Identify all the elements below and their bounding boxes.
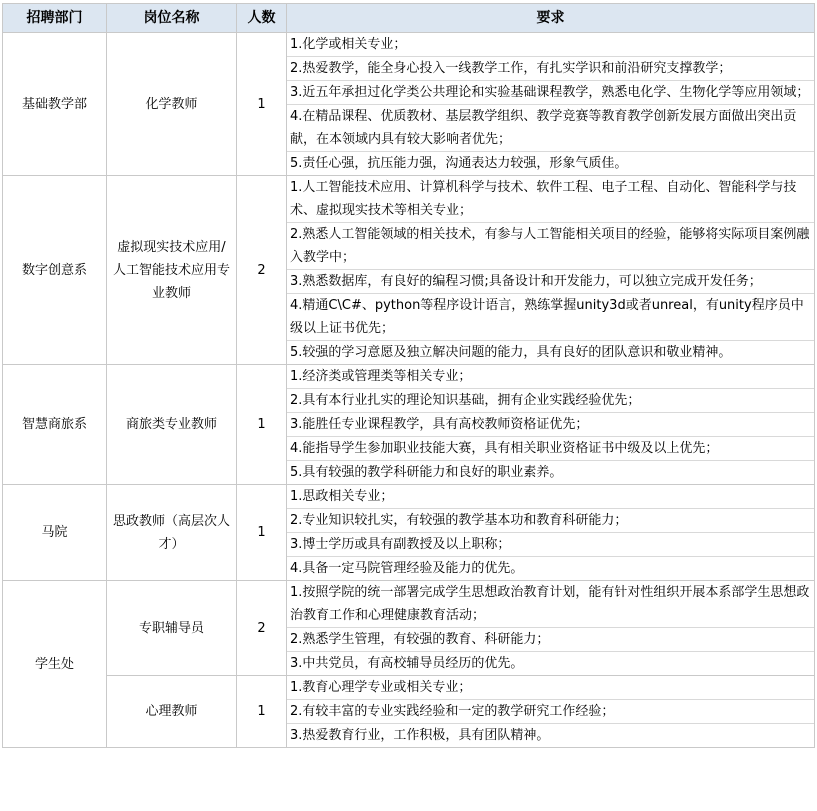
header-dept: 招聘部门	[3, 4, 107, 33]
requirements-cell	[287, 581, 815, 676]
requirement-line: 5.较强的学习意愿及独立解决问题的能力，具有良好的团队意识和敬业精神。	[290, 345, 732, 360]
requirement-line: 1.经济类或管理类等相关专业；	[287, 365, 814, 389]
requirement-line: 2.具有本行业扎实的理论知识基础，拥有企业实践经验优先；	[287, 389, 814, 413]
requirements-cell	[287, 676, 815, 748]
header-position: 岗位名称	[107, 4, 237, 33]
table-row	[3, 176, 815, 365]
requirements-cell	[287, 33, 815, 176]
table-row	[3, 33, 815, 176]
requirement-line: 2.熟悉学生管理，有较强的教育、科研能力；	[287, 628, 814, 652]
count-cell: 1	[237, 365, 287, 485]
requirement-line: 1.化学或相关专业；	[287, 33, 814, 57]
dept-cell: 马院	[3, 485, 107, 581]
requirement-line: 3.热爱教育行业，工作积极，具有团队精神。	[290, 728, 550, 743]
requirement-line: 5.具有较强的教学科研能力和良好的职业素养。	[290, 465, 563, 480]
position-cell: 虚拟现实技术应用/人工智能技术应用专业教师	[107, 176, 237, 365]
count-cell: 1	[237, 33, 287, 176]
requirement-line: 1.人工智能技术应用、计算机科学与技术、软件工程、电子工程、自动化、智能科学与技术、虚拟现实技术等相关专业；	[287, 176, 814, 223]
requirement-line: 5.责任心强，抗压能力强，沟通表达力较强，形象气质佳。	[290, 156, 628, 171]
count-cell: 2	[237, 176, 287, 365]
requirements-cell	[287, 365, 815, 485]
dept-cell: 学生处	[3, 581, 107, 748]
header-requirements: 要求	[287, 4, 815, 33]
requirement-line: 2.有较丰富的专业实践经验和一定的教学研究工作经验；	[287, 700, 814, 724]
position-cell: 商旅类专业教师	[107, 365, 237, 485]
count-cell: 2	[237, 581, 287, 676]
header-row	[3, 4, 815, 33]
requirements-cell	[287, 176, 815, 365]
dept-cell: 数字创意系	[3, 176, 107, 365]
dept-cell: 智慧商旅系	[3, 365, 107, 485]
requirement-line: 1.按照学院的统一部署完成学生思想政治教育计划，能有针对性组织开展本系部学生思想政治教育工作和心理健康教育活动；	[287, 581, 814, 628]
recruitment-table	[2, 3, 815, 748]
requirement-line: 3.熟悉数据库，有良好的编程习惯;具备设计和开发能力，可以独立完成开发任务；	[287, 270, 814, 294]
requirement-line: 4.能指导学生参加职业技能大赛，具有相关职业资格证书中级及以上优先；	[287, 437, 814, 461]
dept-cell: 基础教学部	[3, 33, 107, 176]
header-count: 人数	[237, 4, 287, 33]
requirement-line: 4.在精品课程、优质教材、基层教学组织、教学竞赛等教育教学创新发展方面做出突出贡献，在本领域内具有较大影响者优先；	[287, 105, 814, 152]
requirement-line: 3.博士学历或具有副教授及以上职称；	[287, 533, 814, 557]
count-cell: 1	[237, 485, 287, 581]
table-row	[3, 581, 815, 676]
requirements-cell	[287, 485, 815, 581]
requirement-line: 2.热爱教学，能全身心投入一线教学工作，有扎实学识和前沿研究支撑教学；	[287, 57, 814, 81]
table-row	[3, 676, 815, 748]
requirement-line: 2.熟悉人工智能领域的相关技术，有参与人工智能相关项目的经验，能够将实际项目案例融入教学中；	[287, 223, 814, 270]
count-cell: 1	[237, 676, 287, 748]
requirement-line: 4.具备一定马院管理经验及能力的优先。	[290, 561, 524, 576]
position-cell: 心理教师	[107, 676, 237, 748]
position-cell: 思政教师（高层次人才）	[107, 485, 237, 581]
requirement-line: 3.中共党员，有高校辅导员经历的优先。	[290, 656, 524, 671]
requirement-line: 3.近五年承担过化学类公共理论和实验基础课程教学，熟悉电化学、生物化学等应用领域；	[287, 81, 814, 105]
table-row	[3, 485, 815, 581]
table-row	[3, 365, 815, 485]
position-cell: 专职辅导员	[107, 581, 237, 676]
requirement-line: 1.教育心理学专业或相关专业；	[287, 676, 814, 700]
requirement-line: 3.能胜任专业课程教学，具有高校教师资格证优先；	[287, 413, 814, 437]
position-cell: 化学教师	[107, 33, 237, 176]
requirement-line: 4.精通C\C#、python等程序设计语言，熟练掌握unity3d或者unreal，有unity程序员中级以上证书优先；	[287, 294, 814, 341]
requirement-line: 1.思政相关专业；	[287, 485, 814, 509]
requirement-line: 2.专业知识较扎实，有较强的教学基本功和教育科研能力；	[287, 509, 814, 533]
